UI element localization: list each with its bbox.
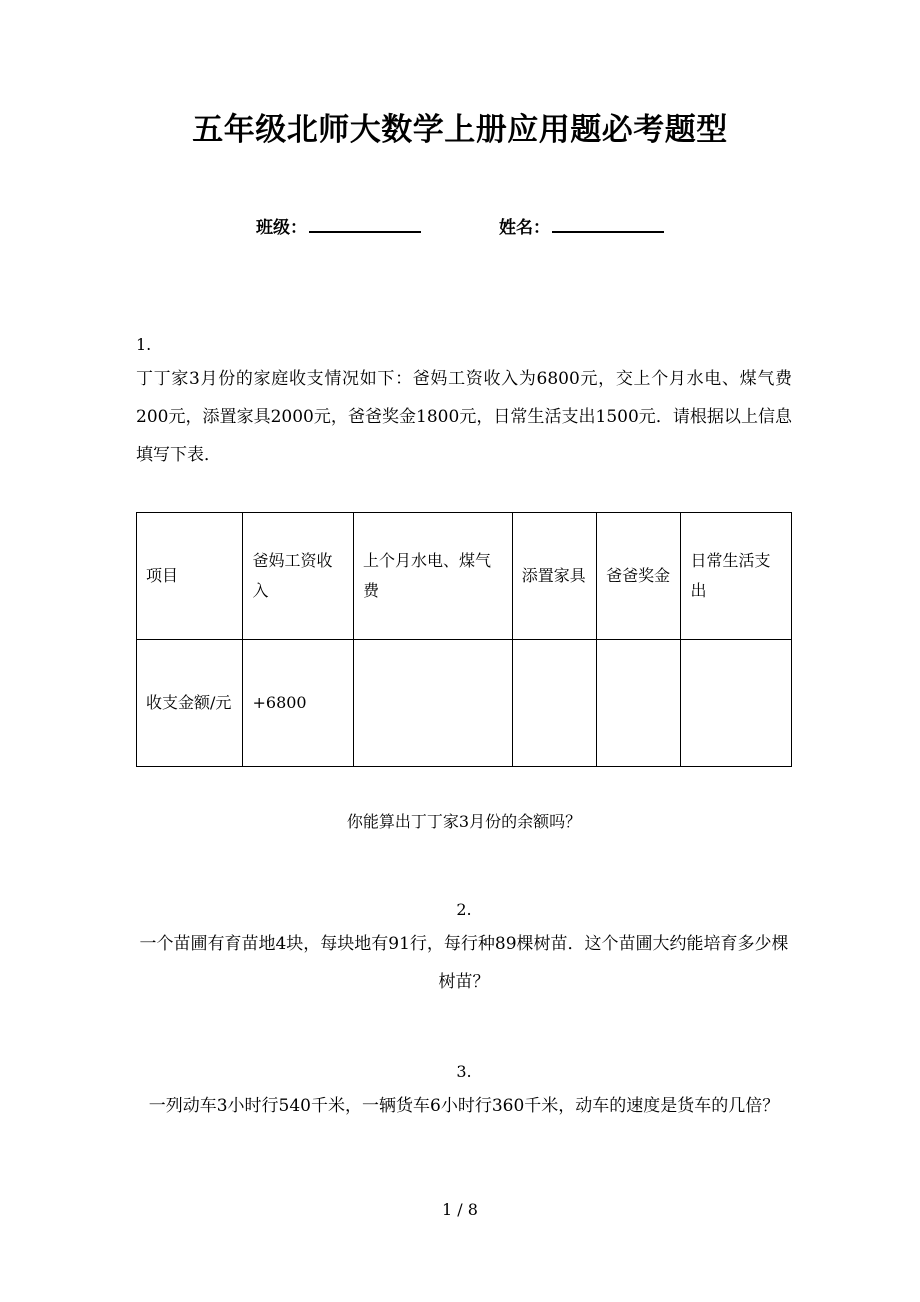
table-header-cell: 项目 xyxy=(137,513,243,640)
table-header-cell: 爸妈工资收入 xyxy=(243,513,354,640)
question-1-number: 1. xyxy=(136,335,152,354)
table-header-cell: 日常生活支出 xyxy=(681,513,792,640)
table-cell-utility[interactable] xyxy=(353,640,512,767)
table-row xyxy=(137,640,792,767)
questions-container xyxy=(136,330,792,1125)
question-2-body: 一个苗圃有育苗地4块，每块地有91行，每行种89棵树苗．这个苗圃大约能培育多少棵树苗？ xyxy=(139,934,789,992)
question-3 xyxy=(136,1057,792,1125)
question-2 xyxy=(136,895,792,1001)
budget-table xyxy=(136,512,792,767)
question-3-body: 一列动车3小时行540千米，一辆货车6小时行360千米，动车的速度是货车的几倍？ xyxy=(148,1096,780,1116)
student-info-line xyxy=(0,214,920,242)
class-label: 班级： xyxy=(256,218,308,238)
table-cell-bonus[interactable] xyxy=(597,640,681,767)
name-label: 姓名： xyxy=(498,218,550,238)
table-header-row xyxy=(137,513,792,640)
class-blank[interactable] xyxy=(309,216,421,233)
table-header-cell: 爸爸奖金 xyxy=(597,513,681,640)
question-3-number: 3. xyxy=(456,1062,472,1081)
question-1-sub: 你能算出丁丁家3月份的余额吗？ xyxy=(346,812,582,831)
table-row-label: 收支金额/元 xyxy=(137,640,243,767)
table-header-cell: 上个月水电、煤气费 xyxy=(353,513,512,640)
page-title: 五年级北师大数学上册应用题必考题型 xyxy=(192,112,728,148)
name-blank[interactable] xyxy=(552,216,664,233)
question-1 xyxy=(136,330,792,839)
question-2-number: 2. xyxy=(456,900,472,919)
table-cell-salary[interactable]: +6800 xyxy=(243,640,354,767)
table-cell-living[interactable] xyxy=(681,640,792,767)
question-1-body: 丁丁家3月份的家庭收支情况如下：爸妈工资收入为6800元，交上个月水电、煤气费200元，添置家具2000元，爸爸奖金1800元，日常生活支出1500元．请根据以上信息填写下表． xyxy=(136,369,792,465)
table-cell-furniture[interactable] xyxy=(512,640,596,767)
class-field xyxy=(256,214,421,242)
page-footer: 1 / 8 xyxy=(442,1200,478,1219)
name-field xyxy=(499,214,664,242)
spacer xyxy=(136,767,792,805)
table-header-cell: 添置家具 xyxy=(512,513,596,640)
spacer xyxy=(136,1001,792,1057)
spacer xyxy=(136,839,792,895)
